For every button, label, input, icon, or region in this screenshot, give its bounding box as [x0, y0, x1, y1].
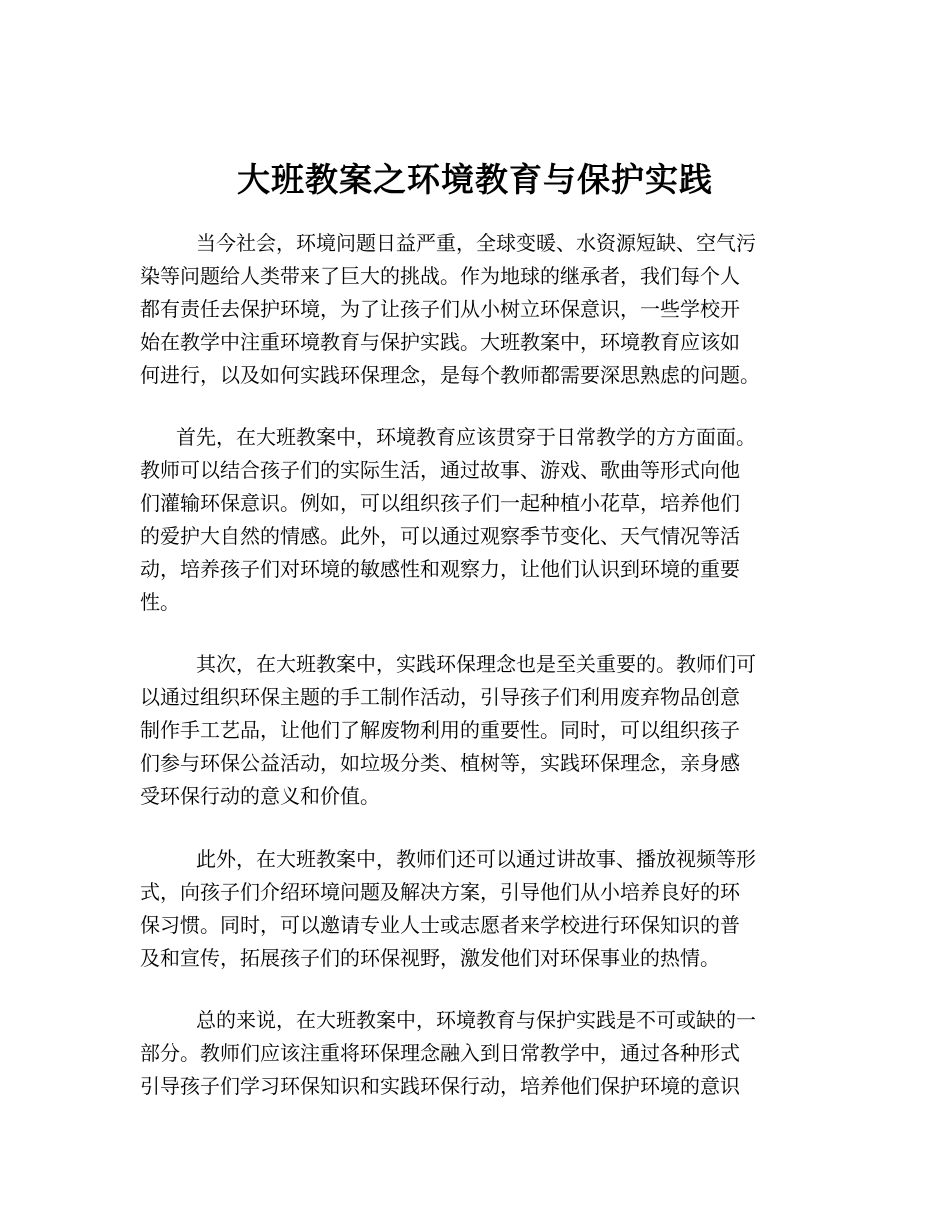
paragraph-line: 们参与环保公益活动，如垃圾分类、植树等，实践环保理念，亲身感 — [140, 751, 740, 775]
paragraph-line: 保习惯。同时，可以邀请专业人士或志愿者来学校进行环保知识的普 — [140, 913, 740, 937]
paragraph-line: 始在教学中注重环境教育与保护实践。大班教案中，环境教育应该如 — [140, 330, 740, 354]
paragraph-line: 及和宣传，拓展孩子们的环保视野，激发他们对环保事业的热情。 — [140, 946, 720, 970]
paragraph-line: 制作手工艺品，让他们了解废物利用的重要性。同时，可以组织孩子 — [140, 718, 740, 742]
paragraph-line: 教师可以结合孩子们的实际生活，通过故事、游戏、歌曲等形式向他 — [140, 458, 740, 482]
paragraph-line: 以通过组织环保主题的手工制作活动，引导孩子们利用废弃物品创意 — [140, 685, 740, 709]
paragraph-line: 的爱护大自然的情感。此外，可以通过观察季节变化、天气情况等活 — [140, 524, 740, 548]
paragraph-line: 染等问题给人类带来了巨大的挑战。作为地球的继承者，我们每个人 — [140, 264, 740, 288]
paragraph-conclusion — [140, 1004, 756, 1103]
paragraph-line: 当今社会，环境问题日益严重，全球变暖、水资源短缺、空气污 — [196, 231, 756, 255]
paragraph-line: 受环保行动的意义和价值。 — [140, 784, 380, 808]
paragraph-line: 部分。教师们应该注重将环保理念融入到日常教学中，通过各种形式 — [140, 1041, 740, 1065]
document-title: 大班教案之环境教育与保护实践 — [237, 160, 713, 200]
paragraph-intro — [140, 227, 760, 392]
paragraph-line: 其次，在大班教案中，实践环保理念也是至关重要的。教师们可 — [196, 652, 756, 676]
paragraph-line: 何进行，以及如何实践环保理念，是每个教师都需要深思熟虑的问题。 — [140, 363, 760, 387]
paragraph-line: 式，向孩子们介绍环境问题及解决方案，引导他们从小培养良好的环 — [140, 880, 740, 904]
paragraph-line: 性。 — [140, 590, 180, 614]
paragraph-line: 此外，在大班教案中，教师们还可以通过讲故事、播放视频等形 — [196, 847, 756, 871]
paragraph-first — [140, 421, 756, 619]
paragraph-line: 首先，在大班教案中，环境教育应该贯穿于日常教学的方方面面。 — [176, 425, 756, 449]
paragraph-line: 动，培养孩子们对环境的敏感性和观察力，让他们认识到环境的重要 — [140, 557, 740, 581]
paragraph-line: 总的来说，在大班教案中，环境教育与保护实践是不可或缺的一 — [196, 1008, 756, 1032]
paragraph-third — [140, 843, 756, 975]
paragraph-line: 们灌输环保意识。例如，可以组织孩子们一起种植小花草，培养他们 — [140, 491, 740, 515]
paragraph-line: 引导孩子们学习环保知识和实践环保行动，培养他们保护环境的意识 — [140, 1074, 740, 1098]
paragraph-line: 都有责任去保护环境，为了让孩子们从小树立环保意识，一些学校开 — [140, 297, 740, 321]
paragraph-second — [140, 648, 756, 813]
